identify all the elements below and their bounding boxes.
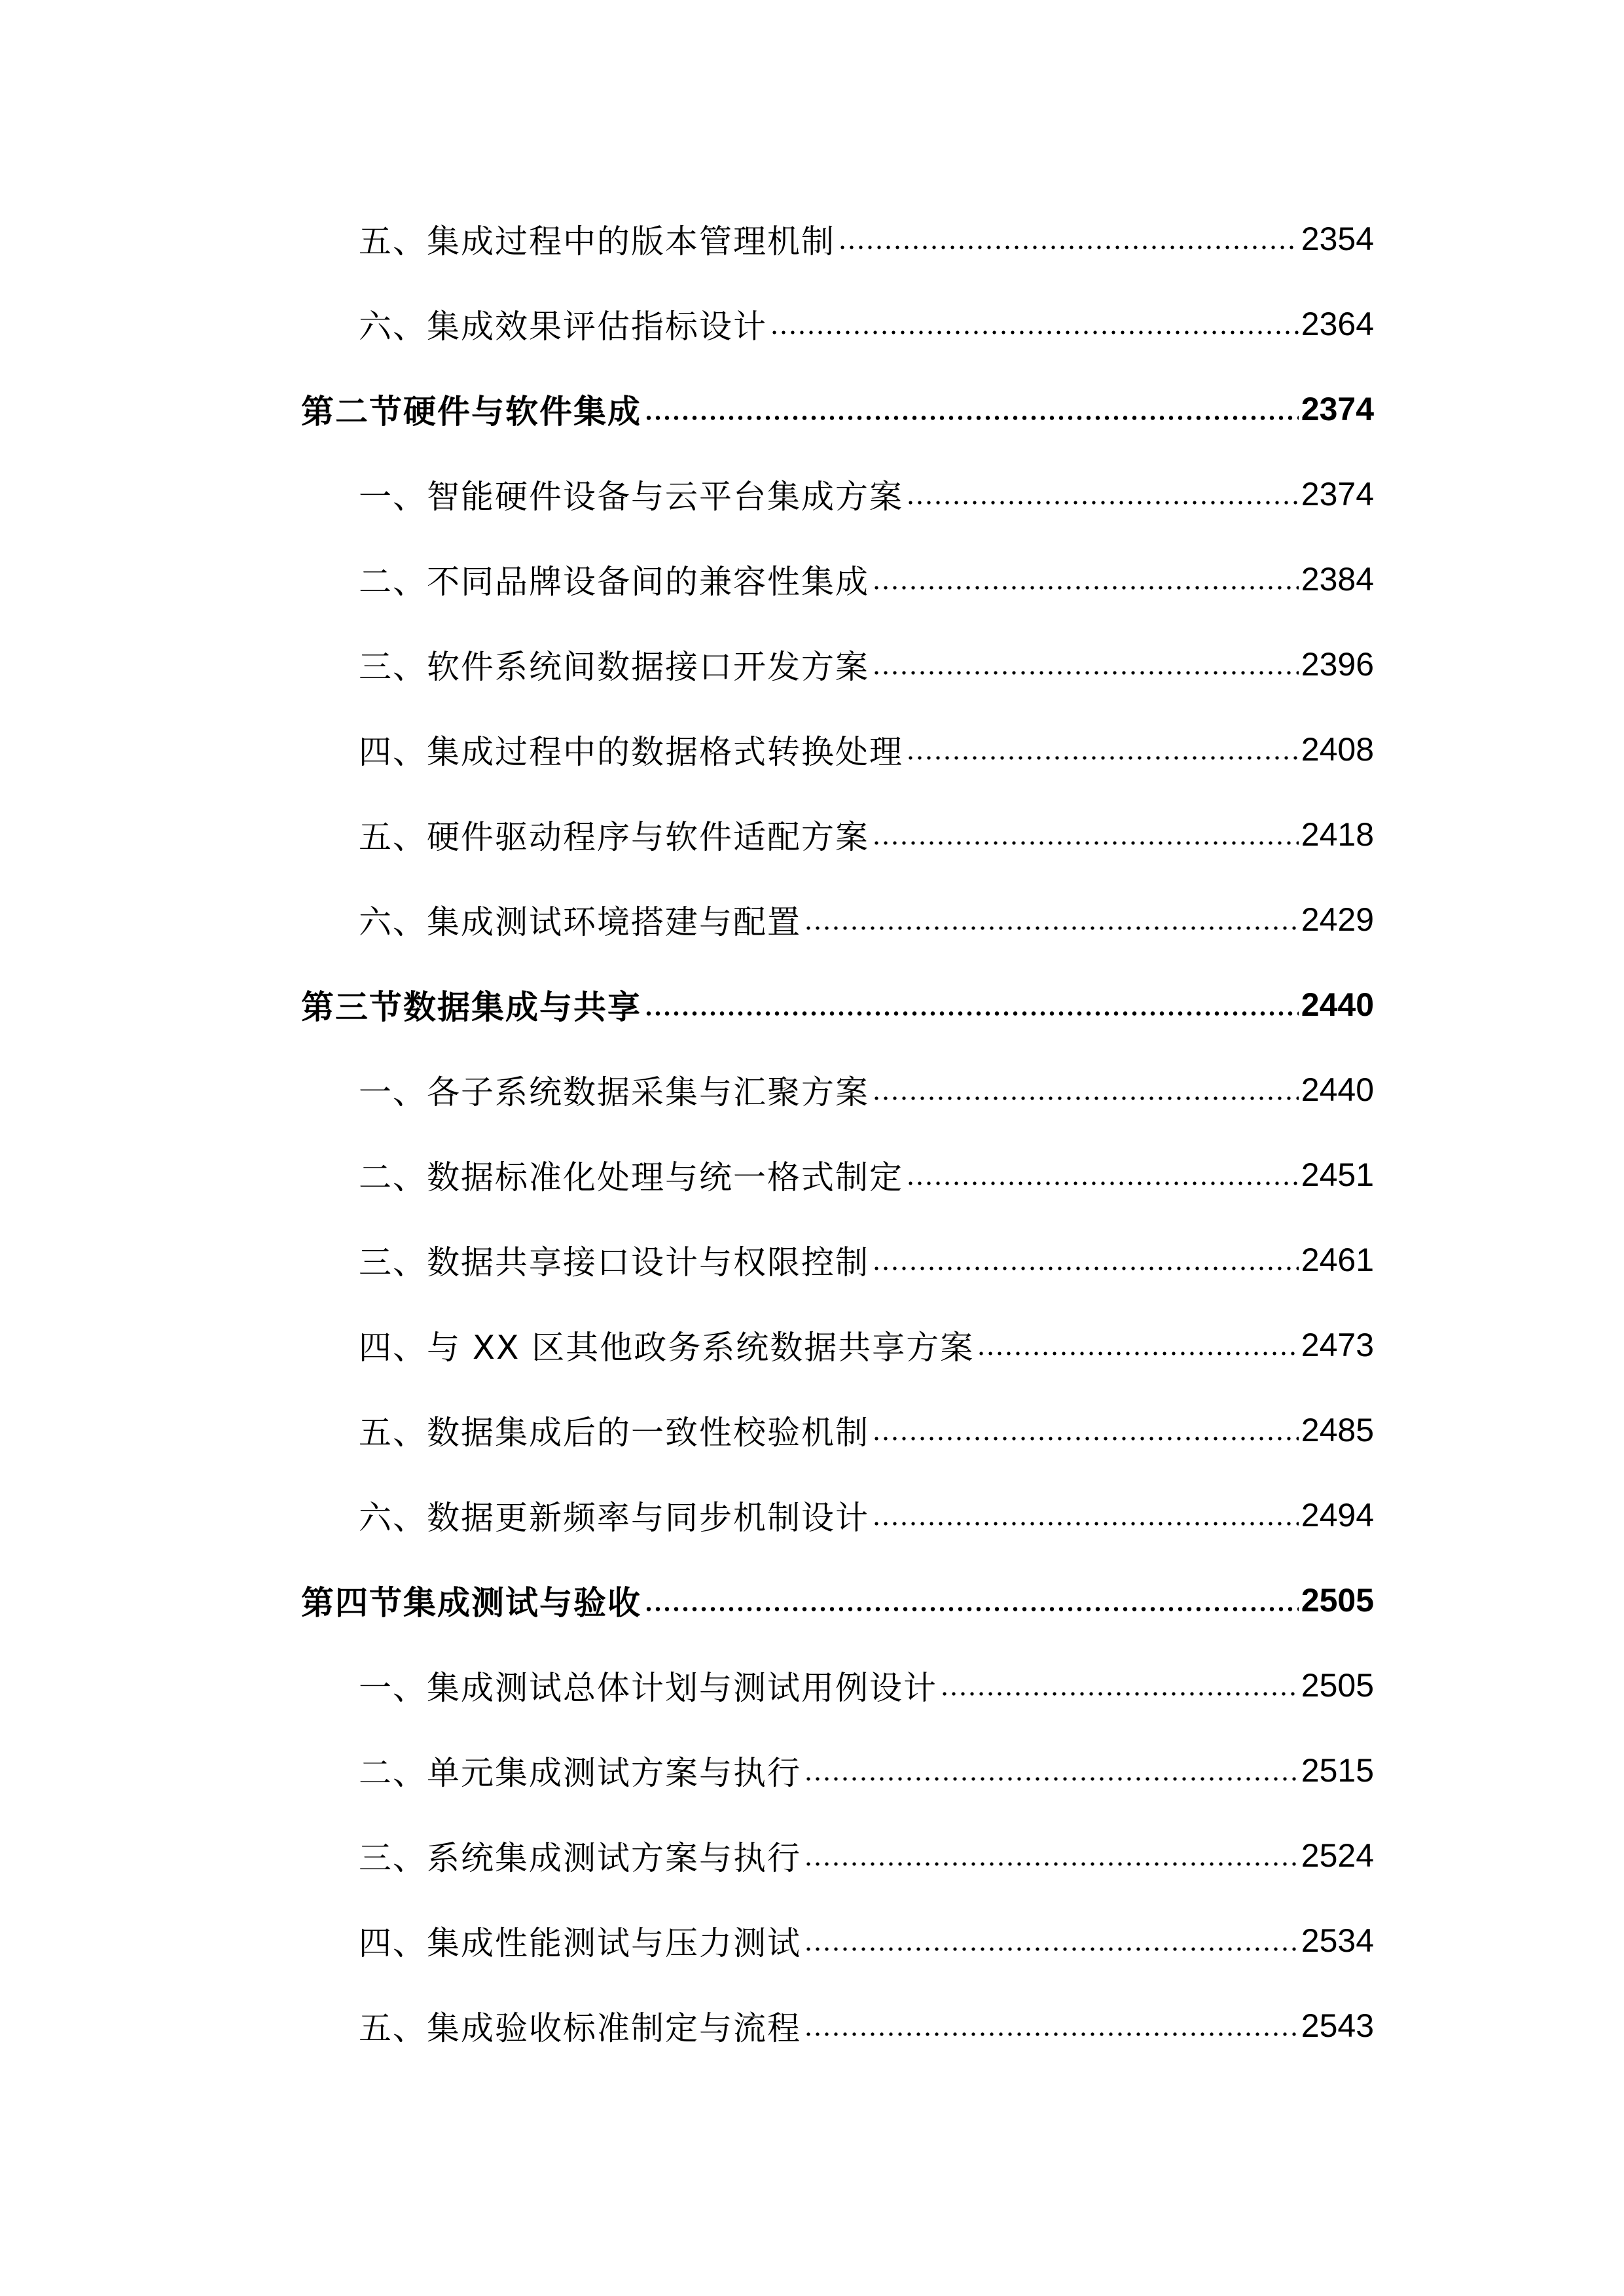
dot-leader xyxy=(872,1266,1299,1270)
toc-entry-page: 2396 xyxy=(1301,646,1374,683)
toc-entry-page: 2515 xyxy=(1301,1752,1374,1789)
dot-leader xyxy=(872,1437,1299,1441)
toc-entry[interactable] xyxy=(0,1473,1624,1558)
toc-entry[interactable] xyxy=(0,281,1624,367)
toc-entry[interactable] xyxy=(0,1302,1624,1388)
toc-entry-title: 五、集成过程中的版本管理机制 xyxy=(359,223,835,260)
toc-entry-title: 四、与 XX 区其他政务系统数据共享方案 xyxy=(359,1329,975,1367)
toc-entry-page: 2384 xyxy=(1301,561,1374,598)
toc-entry-page: 2440 xyxy=(1301,1071,1374,1108)
toc-entry-page: 2408 xyxy=(1301,731,1374,768)
toc-entry-title: 五、数据集成后的一致性校验机制 xyxy=(359,1414,869,1452)
dot-leader xyxy=(906,1181,1299,1185)
toc-section-title: 第三节数据集成与共享 xyxy=(301,988,641,1026)
toc-entry[interactable] xyxy=(0,1388,1624,1473)
toc-entry-title: 二、数据标准化处理与统一格式制定 xyxy=(359,1158,903,1196)
toc-entry-title: 三、软件系统间数据接口开发方案 xyxy=(359,648,869,686)
toc-entry-page: 2473 xyxy=(1301,1327,1374,1363)
toc-entry-page: 2534 xyxy=(1301,1922,1374,1959)
toc-entry-title: 四、集成性能测试与压力测试 xyxy=(359,1924,801,1962)
dot-leader xyxy=(872,1522,1299,1526)
dot-leader xyxy=(644,416,1299,420)
dot-leader xyxy=(644,1011,1299,1016)
toc-section-title: 第二节硬件与软件集成 xyxy=(301,393,641,431)
dot-leader xyxy=(872,586,1299,590)
toc-section-entry[interactable] xyxy=(0,1558,1624,1643)
toc-entry[interactable] xyxy=(0,1217,1624,1302)
toc-entry[interactable] xyxy=(0,707,1624,792)
toc-section-entry[interactable] xyxy=(0,367,1624,452)
toc-entry[interactable] xyxy=(0,537,1624,622)
toc-entry[interactable] xyxy=(0,622,1624,707)
dot-leader xyxy=(977,1352,1298,1355)
toc-entry[interactable] xyxy=(0,1813,1624,1898)
toc-entry-page: 2494 xyxy=(1301,1497,1374,1534)
toc-entry-title: 一、智能硬件设备与云平台集成方案 xyxy=(359,478,903,516)
dot-leader xyxy=(906,501,1299,505)
dot-leader xyxy=(770,331,1299,334)
toc-entry-page: 2374 xyxy=(1301,476,1374,512)
dot-leader xyxy=(804,2032,1299,2036)
dot-leader xyxy=(906,756,1299,760)
dot-leader xyxy=(872,671,1299,675)
toc-entry-title: 六、集成效果评估指标设计 xyxy=(359,308,767,346)
dot-leader xyxy=(872,1096,1299,1100)
toc-entry[interactable] xyxy=(0,1132,1624,1217)
toc-entry-page: 2505 xyxy=(1301,1667,1374,1704)
dot-leader xyxy=(644,1607,1299,1611)
toc-entry-title: 一、各子系统数据采集与汇聚方案 xyxy=(359,1073,869,1111)
toc-entry[interactable] xyxy=(0,1898,1624,1983)
dot-leader xyxy=(804,1862,1299,1866)
toc-entry-page: 2543 xyxy=(1301,2007,1374,2044)
toc-section-entry[interactable] xyxy=(0,962,1624,1047)
dot-leader xyxy=(940,1692,1299,1696)
toc-entry[interactable] xyxy=(0,1728,1624,1813)
toc-entry-page: 2364 xyxy=(1301,306,1374,342)
toc-entry[interactable] xyxy=(0,452,1624,537)
toc-entry-title: 四、集成过程中的数据格式转换处理 xyxy=(359,733,903,771)
toc-entry[interactable] xyxy=(0,792,1624,877)
toc-entry-title: 六、数据更新频率与同步机制设计 xyxy=(359,1499,869,1537)
toc-entry-title: 五、硬件驱动程序与软件适配方案 xyxy=(359,818,869,856)
toc-entry[interactable] xyxy=(0,877,1624,962)
toc-entry-title: 三、系统集成测试方案与执行 xyxy=(359,1839,801,1877)
toc-entry-title: 五、集成验收标准制定与流程 xyxy=(359,2009,801,2047)
toc-entry[interactable] xyxy=(0,1047,1624,1132)
dot-leader xyxy=(804,926,1299,930)
toc-entry-page: 2451 xyxy=(1301,1157,1374,1193)
toc-entry-page: 2461 xyxy=(1301,1242,1374,1278)
toc-entry[interactable] xyxy=(0,196,1624,281)
dot-leader xyxy=(804,1947,1299,1951)
toc-entry-title: 二、单元集成测试方案与执行 xyxy=(359,1754,801,1792)
table-of-contents xyxy=(0,196,1624,2068)
toc-entry-title: 一、集成测试总体计划与测试用例设计 xyxy=(359,1669,937,1707)
toc-entry[interactable] xyxy=(0,1983,1624,2068)
dot-leader xyxy=(804,1777,1299,1781)
toc-entry-page: 2354 xyxy=(1301,221,1374,257)
dot-leader xyxy=(872,841,1299,845)
toc-section-page: 2374 xyxy=(1301,391,1374,427)
toc-entry-title: 六、集成测试环境搭建与配置 xyxy=(359,903,801,941)
toc-entry-page: 2418 xyxy=(1301,816,1374,853)
toc-section-page: 2440 xyxy=(1301,986,1374,1023)
toc-entry-title: 二、不同品牌设备间的兼容性集成 xyxy=(359,563,869,601)
toc-section-page: 2505 xyxy=(1301,1582,1374,1619)
toc-entry[interactable] xyxy=(0,1643,1624,1728)
dot-leader xyxy=(838,245,1299,249)
toc-entry-page: 2524 xyxy=(1301,1837,1374,1874)
toc-entry-page: 2485 xyxy=(1301,1412,1374,1448)
toc-entry-page: 2429 xyxy=(1301,901,1374,938)
toc-entry-title: 三、数据共享接口设计与权限控制 xyxy=(359,1244,869,1282)
toc-section-title: 第四节集成测试与验收 xyxy=(301,1584,641,1622)
